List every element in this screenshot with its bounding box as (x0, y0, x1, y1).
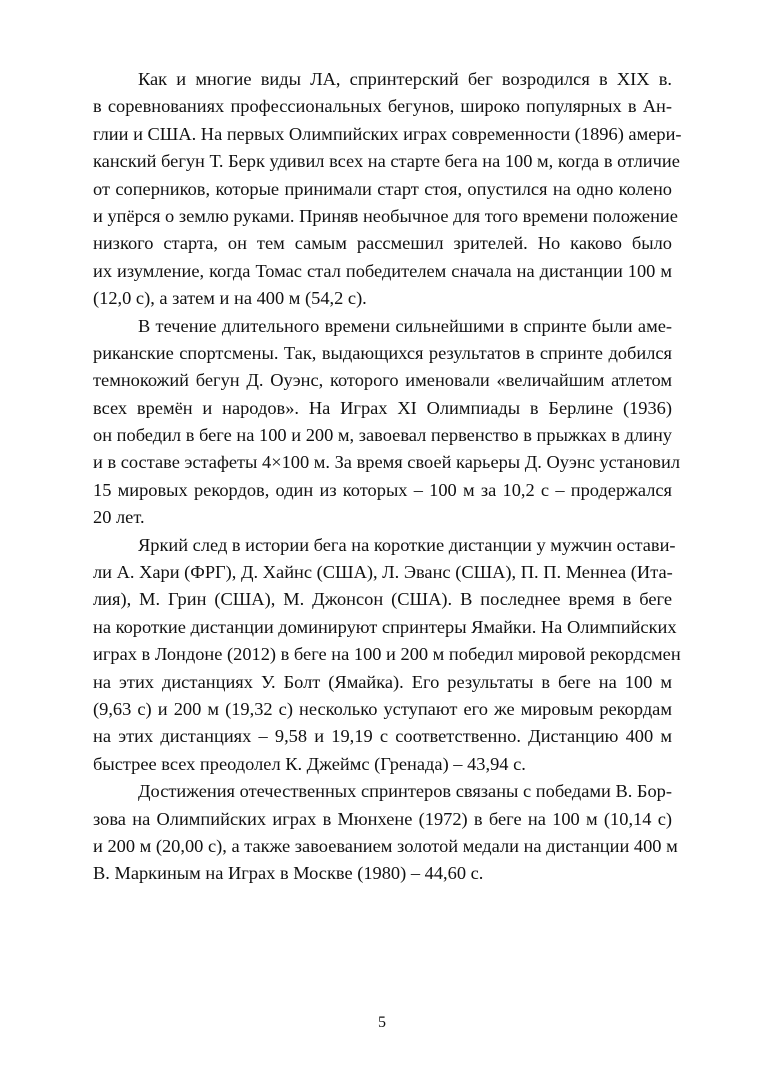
text-line: лия), М. Грин (США), М. Джонсон (США). В последнее время в беге (93, 589, 672, 610)
text-line: низкого старта, он тем самым рассмешил зрителей. Но каково было (93, 233, 672, 254)
text-line: он победил в беге на 100 и 200 м, завоевал первенство в прыжках в длину (93, 425, 672, 446)
text-line: и 200 м (20,00 с), а также завоеванием золотой медали на дистанции 400 м (93, 835, 678, 856)
text-line: (12,0 с), а затем и на 400 м (54,2 с). (93, 288, 367, 309)
text-line: от соперников, которые принимали старт стоя, опустился на одно колено (93, 178, 672, 199)
text-line: 20 лет. (93, 507, 145, 528)
text-line: играх в Лондоне (2012) в беге на 100 и 200 м победил мировой рекордсмен (93, 644, 681, 665)
text-line: В течение длительного времени сильнейшими в спринте были аме- (138, 315, 672, 336)
text-line: их изумление, когда Томас стал победителем сначала на дистанции 100 м (93, 260, 672, 281)
text-line: Как и многие виды ЛА, спринтерский бег возродился в XIX в. (138, 69, 672, 89)
text-line: Достижения отечественных спринтеров связаны с победами В. Бор- (138, 781, 672, 802)
text-line: и упёрся о землю руками. Приняв необычное для того времени положение (93, 205, 678, 226)
page-number: 5 (378, 1014, 386, 1031)
text-line: на короткие дистанции доминируют спринтеры Ямайки. На Олимпийских (93, 616, 677, 637)
text-line: Яркий след в истории бега на короткие дистанции у мужчин остави- (138, 534, 676, 555)
text-line: риканские спортсмены. Так, выдающихся результатов в спринте добился (93, 342, 672, 363)
text-line: темнокожий бегун Д. Оуэнс, которого именовали «величайшим атлетом (93, 370, 672, 391)
text-line: глии и США. На первых Олимпийских играх современности (1896) амери- (93, 123, 682, 144)
text-line: на этих дистанциях – 9,58 и 19,19 с соответственно. Дистанцию 400 м (93, 726, 672, 747)
paragraph-notable-sprinters (93, 532, 681, 779)
text-line: и в составе эстафеты 4×100 м. За время своей карьеры Д. Оуэнс установил (93, 452, 680, 473)
paragraph-domestic-sprinters (93, 778, 678, 888)
paragraph-sprint-revival (93, 66, 682, 313)
text-line: на этих дистанциях У. Болт (Ямайка). Его результаты в беге на 100 м (93, 671, 672, 692)
text-line: ли А. Хари (ФРГ), Д. Хайнс (США), Л. Эванс (США), П. П. Меннеа (Ита- (93, 562, 673, 583)
paragraph-american-sprinters (93, 313, 680, 532)
body-text (93, 66, 682, 888)
text-line: 15 мировых рекордов, один из которых – 100 м за 10,2 с – продержался (93, 479, 672, 500)
text-line: всех времён и народов». На Играх XI Олимпиады в Берлине (1936) (93, 397, 672, 418)
text-line: (9,63 с) и 200 м (19,32 с) несколько уступают его же мировым рекордам (93, 698, 672, 719)
text-line: в соревнованиях профессиональных бегунов, широко популярных в Ан- (93, 96, 672, 117)
text-line: быстрее всех преодолел К. Джеймс (Гренада) – 43,94 с. (93, 753, 526, 774)
text-line: зова на Олимпийских играх в Мюнхене (1972) в беге на 100 м (10,14 с) (93, 808, 672, 829)
text-line: В. Маркиным на Играх в Москве (1980) – 44,60 с. (93, 863, 484, 884)
text-line: канский бегун Т. Берк удивил всех на старте бега на 100 м, когда в отличие (93, 151, 680, 172)
